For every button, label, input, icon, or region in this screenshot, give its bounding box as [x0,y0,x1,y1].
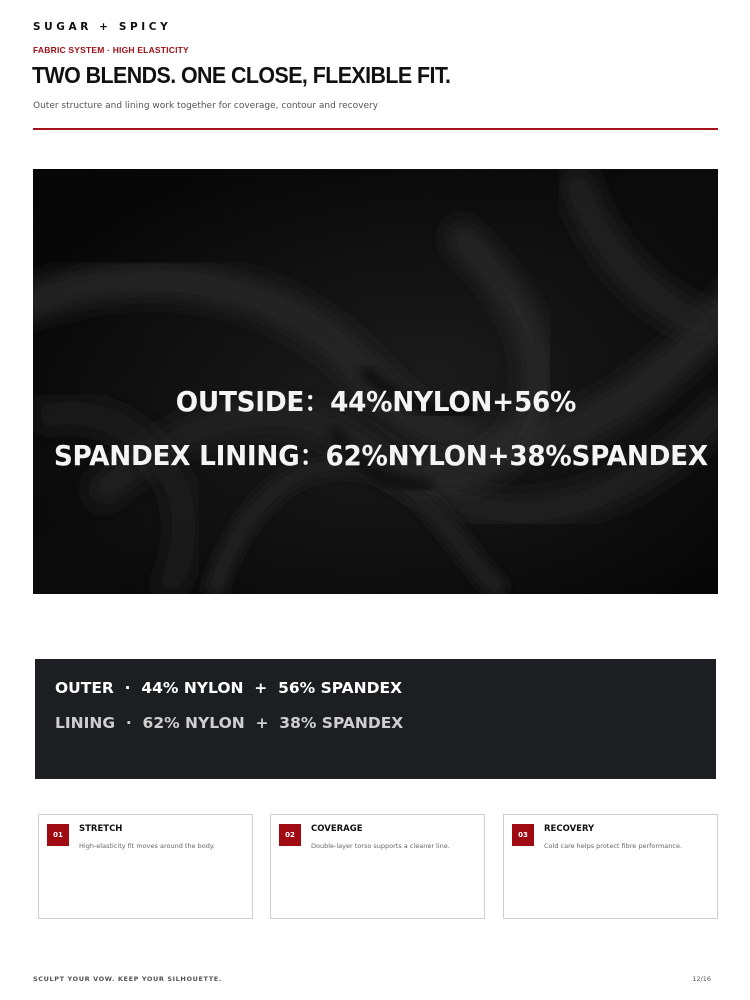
lining-composition: LINING · 62% NYLON + 38% SPANDEX [55,714,404,732]
eyebrow-label: FABRIC SYSTEM · HIGH ELASTICITY [33,45,189,55]
card-description: Cold care helps protect fibre performance. [544,842,683,850]
feature-card-coverage [270,814,485,919]
composition-panel [35,659,716,779]
outer-composition: OUTER · 44% NYLON + 56% SPANDEX [55,679,403,697]
card-number-badge: 01 [47,824,69,846]
fabric-lining-caption [33,434,718,474]
page-headline: TWO BLENDS. ONE CLOSE, FLEXIBLE FIT. [32,62,451,88]
fabric-photo [33,169,718,594]
page-number: 12/16 [692,975,711,983]
card-number-badge: 02 [279,824,301,846]
fabric-outside-caption [33,380,718,420]
fabric-outside-text: OUTSIDE：44%NYLON+56% [175,385,576,418]
feature-card-recovery [503,814,718,919]
fabric-lining-text: SPANDEX LINING：62%NYLON+38%SPANDEX [53,439,708,472]
subheading: Outer structure and lining work together for coverage, contour and recovery [33,101,379,111]
card-description: High-elasticity fit moves around the body. [79,842,215,850]
card-number-badge: 03 [512,824,534,846]
card-description: Double-layer torso supports a cleaner line. [311,842,450,850]
brand-name: SUGAR + SPICY [33,21,172,33]
feature-card-stretch [38,814,253,919]
card-title: RECOVERY [544,824,595,834]
footer-tagline: SCULPT YOUR VOW. KEEP YOUR SILHOUETTE. [33,975,222,983]
card-title: STRETCH [79,824,123,834]
card-title: COVERAGE [311,824,363,834]
header-divider [33,128,718,130]
